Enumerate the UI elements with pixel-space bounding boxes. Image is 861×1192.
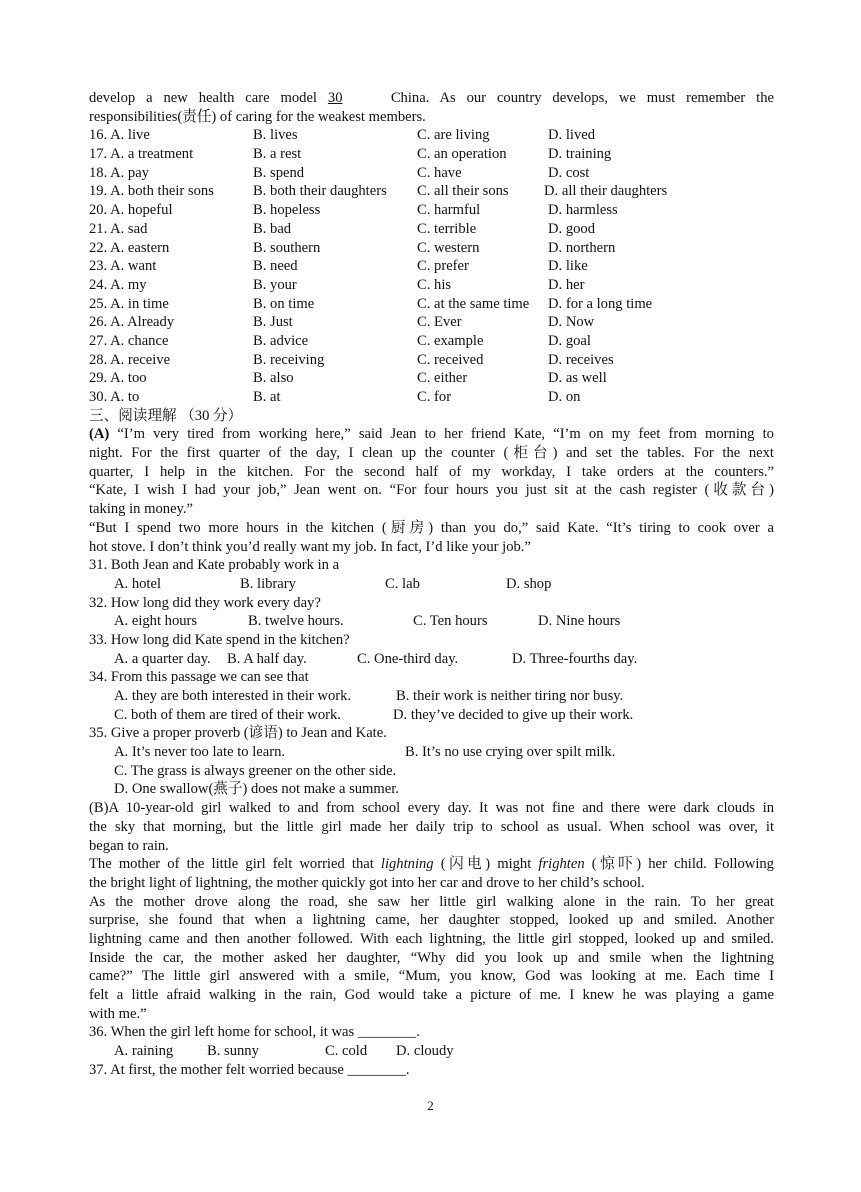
cloze-option-row [89,332,774,351]
question-options [89,687,774,706]
passage-a-line: “Kate, I wish I had your job,” Jean went on. “For four hours you just sit at the cash register (收款台) [89,482,774,499]
cloze-option[interactable]: D. on [548,389,581,405]
passage-a-line: quarter, I help in the kitchen. For the second half of my workday, I take orders at the counters.” [89,463,774,480]
cloze-option-row [89,276,774,295]
cloze-option[interactable]: B. spend [253,164,305,181]
intro-line-1: develop a new health care model 30 China. As our country develops, we must remember the [89,90,774,106]
cloze-option[interactable]: B. need [253,258,298,275]
cloze-option[interactable]: 27. A. chance [89,332,169,349]
cloze-option[interactable]: 18. A. pay [89,164,149,181]
cloze-option[interactable]: C. for [417,389,452,405]
cloze-options [89,126,774,406]
option[interactable]: A. they are both interested in their work. [114,688,352,704]
cloze-option[interactable]: B. your [253,276,297,293]
question-stem: 33. How long did Kate spend in the kitchen? [89,631,350,648]
cloze-option-row [89,145,774,164]
cloze-option[interactable]: 22. A. eastern [89,239,170,256]
document-page [89,89,774,1079]
cloze-option[interactable]: C. at the same time [417,295,530,312]
cloze-option[interactable]: B. at [253,389,281,405]
question-stem: 35. Give a proper proverb (谚语) to Jean and Kate. [89,725,387,742]
cloze-option[interactable]: C. prefer [417,258,469,275]
questions-b [89,1023,774,1079]
question-options [89,575,774,594]
cloze-option[interactable]: 16. A. live [89,127,150,144]
cloze-option[interactable]: 21. A. sad [89,220,148,237]
cloze-option-row [89,313,774,332]
cloze-option[interactable]: B. advice [253,332,309,349]
passage-b-line: The mother of the little girl felt worried that lightning (闪电) might frighten (惊吓) her child. Following [89,856,774,873]
cloze-option[interactable]: 26. A. Already [89,314,175,331]
passage-b [89,799,774,1023]
option[interactable]: D. Three-fourths day. [512,650,638,667]
passage-a-line: taking in money.” [89,501,194,518]
passage-b-line: (B)A 10-year-old girl walked to and from school every day. It was not fine and there were dark clouds in [89,800,774,817]
question-options [89,612,774,631]
cloze-option[interactable]: B. both their daughters [253,183,387,200]
section-title: 三、阅读理解 （30 分） [89,407,243,424]
cloze-option[interactable]: 19. A. both their sons [89,183,214,200]
cloze-option[interactable]: B. receiving [253,351,325,368]
option[interactable]: B. twelve hours. [248,613,344,630]
passage-b-line: felt a little afraid walking in the rain, God would take a picture of me. I knew he was playing a game [89,987,774,1003]
option[interactable]: D. Nine hours [538,613,621,630]
cloze-option[interactable]: 28. A. receive [89,351,171,368]
cloze-option[interactable]: B. hopeless [253,202,321,219]
option[interactable]: D. shop [506,575,552,592]
questions-a [89,556,774,799]
question-options [89,650,774,669]
cloze-option[interactable]: B. on time [253,295,315,312]
cloze-option-row [89,295,774,314]
page-number: 2 [427,1098,434,1113]
question-options [89,743,774,762]
option[interactable]: D. cloudy [396,1043,454,1060]
option[interactable]: C. both of them are tired of their work. [114,706,341,723]
cloze-option-row [89,201,774,220]
passage-a-line: hot stove. I don’t think you’d really want my job. In fact, I’d like your job.” [89,538,531,555]
passage-a-line: night. For the first quarter of the day, I clean up the counter (柜台) and set the tables. For the next [89,445,774,462]
cloze-option-row [89,220,774,239]
cloze-option-row [89,126,774,145]
cloze-option-row [89,388,774,407]
cloze-option[interactable]: D. Now [548,314,595,331]
cloze-option[interactable]: C. Ever [417,314,462,331]
cloze-option[interactable]: C. are living [417,127,490,144]
cloze-option[interactable]: D. northern [548,239,616,256]
passage-b-line: lightning came and then another followed. With each lightning, the little girl stopped, looked up and smiled. [89,930,774,947]
cloze-option[interactable]: D. her [548,276,585,293]
question-options [89,1042,774,1061]
cloze-option-row [89,257,774,276]
passage-b-line: As the mother drove along the road, she saw her little girl walking alone in the rain. To her great [89,893,774,910]
option[interactable]: B. It’s no use crying over spilt milk. [405,744,616,761]
passage-b-line: the sky that morning, but the little girl made her daily trip to school as usual. When school was over, it [89,818,774,835]
passage-b-line: surprise, she found that when a lightning came, her daughter stopped, looked up and smiled. Another [89,912,774,929]
question-stem: 31. Both Jean and Kate probably work in a [89,557,340,574]
cloze-option[interactable]: D. good [548,220,596,237]
option[interactable]: A. eight hours [114,613,198,630]
question-options [89,706,774,725]
cloze-option[interactable]: D. training [548,146,612,163]
option[interactable]: A. raining [114,1043,174,1060]
option[interactable]: B. their work is neither tiring nor busy. [396,688,624,704]
blank-30: 30 [327,90,343,106]
intro-line-2: responsibilities(责任) of caring for the weakest members. [89,108,426,125]
passage-b-line: began to rain. [89,837,169,854]
passage-b-line: came?” The little girl answered with a smile, “Mum, you know, God was looking at me. Each time I [89,968,774,985]
cloze-option-row [89,369,774,388]
cloze-option[interactable]: C. all their sons [417,183,509,200]
cloze-option[interactable]: B. also [253,370,294,387]
cloze-option[interactable]: C. harmful [417,202,481,219]
option[interactable]: C. One-third day. [357,650,459,667]
option[interactable]: A. hotel [114,575,162,592]
passage-a-line: (A) “I’m very tired from working here,” said Jean to her friend Kate, “I’m on my feet from morning to [89,426,774,443]
cloze-option[interactable]: 23. A. want [89,258,157,275]
option[interactable]: B. sunny [207,1043,259,1060]
cloze-option[interactable]: D. for a long time [548,295,653,312]
cloze-option[interactable]: 25. A. in time [89,295,169,312]
cloze-option[interactable]: B. Just [253,314,293,331]
cloze-option[interactable]: D. goal [548,332,591,349]
cloze-option[interactable]: D. like [548,258,588,275]
option[interactable]: C. Ten hours [413,613,488,630]
cloze-option[interactable]: C. have [417,164,462,181]
passage-b-line: with me.” [89,1005,147,1022]
option[interactable]: C. cold [325,1043,368,1060]
cloze-option[interactable]: B. southern [253,239,321,256]
cloze-option[interactable]: D. harmless [548,202,618,219]
question-stem: 37. At first, the mother felt worried because ________. [89,1061,410,1078]
cloze-option[interactable]: B. lives [253,127,298,144]
cloze-option[interactable]: 20. A. hopeful [89,202,173,219]
cloze-option[interactable]: C. either [417,370,468,387]
option[interactable]: C. The grass is always greener on the other side. [114,762,397,779]
cloze-option-row [89,164,774,183]
cloze-option[interactable]: C. an operation [417,146,507,163]
cloze-option[interactable]: C. example [417,332,484,349]
question-stem: 34. From this passage we can see that [89,669,309,686]
cloze-option[interactable]: C. his [417,276,452,293]
cloze-option[interactable]: D. all their daughters [544,183,668,200]
option[interactable]: A. a quarter day. [114,650,211,667]
cloze-option[interactable]: C. terrible [417,220,477,237]
cloze-option[interactable]: 30. A. to [89,389,140,405]
option[interactable]: A. It’s never too late to learn. [114,744,286,761]
passage-b-line: Inside the car, the mother asked her daughter, “Why did you look up and smile when the lightning [89,949,774,966]
cloze-option[interactable]: 29. A. too [89,370,147,387]
option[interactable]: B. library [240,575,296,592]
option[interactable]: D. they’ve decided to give up their work. [393,706,634,723]
option[interactable]: B. A half day. [227,650,307,667]
cloze-option[interactable]: D. receives [548,351,614,368]
cloze-option[interactable]: 24. A. my [89,276,147,293]
option[interactable]: C. lab [385,575,420,592]
question-stem: 36. When the girl left home for school, it was ________. [89,1024,420,1041]
cloze-option[interactable]: D. as well [548,370,607,387]
cloze-option-row [89,351,774,370]
cloze-option[interactable]: 17. A. a treatment [89,146,194,163]
passage-a-line: “But I spend two more hours in the kitchen (厨房) than you do,” said Kate. “It’s tiring to cook over a [89,519,774,536]
passage-a [89,425,774,556]
cloze-option[interactable]: B. bad [253,220,292,237]
cloze-option[interactable]: B. a rest [253,146,302,163]
cloze-option[interactable]: C. western [417,239,480,256]
passage-b-line: the bright light of lightning, the mother quickly got into her car and drove to her child’s school. [89,874,645,891]
cloze-option[interactable]: D. cost [548,164,590,181]
cloze-option[interactable]: D. lived [548,127,596,144]
option[interactable]: D. One swallow(燕子) does not make a summer. [114,781,399,798]
question-stem: 32. How long did they work every day? [89,594,321,611]
cloze-option-row [89,182,774,201]
cloze-option-row [89,239,774,258]
cloze-option[interactable]: C. received [417,351,484,368]
